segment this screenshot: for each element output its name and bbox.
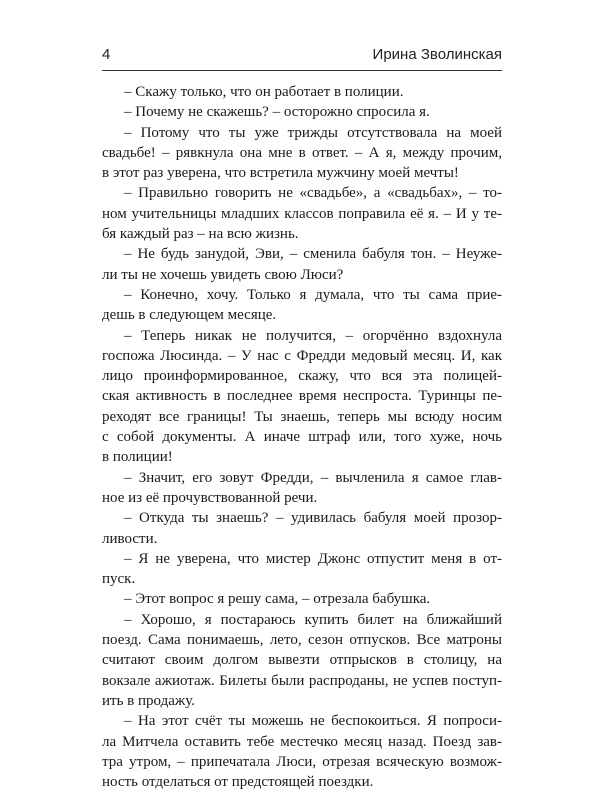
text-line: поезд. Сама понимаешь, лето, сезон отпусков. Все матроны: [102, 632, 502, 649]
text-line: лицо проинформированное, скажу, что вся эта полицей-: [102, 368, 502, 385]
text-line: – Правильно говорить не «свадьбе», а «свадьбах», – то-: [124, 185, 502, 202]
text-line: – Конечно, хочу. Только я думала, что ты сама прие-: [124, 286, 502, 303]
text-line: ить в продажу.: [102, 692, 196, 709]
text-line: – Откуда ты знаешь? – удивилась бабуля моей прозор-: [124, 510, 502, 527]
text-line: бя каждый раз – на всю жизнь.: [102, 226, 299, 243]
text-line: в полиции!: [102, 449, 173, 466]
text-line: дешь в следующем месяце.: [102, 307, 277, 324]
text-line: ла Митчела оставить тебе местечко месяц назад. Поезд зав-: [102, 733, 502, 750]
text-line: ное из её прочувствованной речи.: [102, 489, 318, 506]
text-line: ность отделаться от предстоящей поездки.: [102, 774, 374, 791]
text-line: – На этот счёт ты можешь не беспокоиться. Я попроси-: [124, 713, 502, 730]
text-line: – Скажу только, что он работает в полиции.: [124, 84, 404, 100]
text-line: ли ты не хочешь увидеть свою Люси?: [102, 266, 344, 283]
text-line: – Хорошо, я постараюсь купить билет на ближайший: [124, 611, 502, 628]
text-line: – Я не уверена, что мистер Джонс отпустит меня в от-: [124, 550, 502, 567]
text-line: ская активность в последнее время неспроста. Туринцы пе-: [102, 388, 502, 405]
text-line: с собой документы. А иначе штраф или, того хуже, ночь: [102, 429, 502, 446]
text-line: ном учительницы младших классов поправила её я. – И у те-: [102, 205, 502, 222]
text-line: – Этот вопрос я решу сама, – отрезала бабушка.: [124, 591, 431, 608]
text-line: пуск.: [102, 571, 136, 588]
text-line: – Потому что ты уже трижды отсутствовала на моей: [124, 124, 502, 141]
text-line: в этот раз уверена, что встретила мужчину моей мечты!: [102, 165, 459, 182]
text-line: вокзале ажиотаж. Билеты были распроданы, не успев поступ-: [102, 672, 502, 689]
text-line: – Не будь занудой, Эви, – сменила бабуля тон. – Неуже-: [124, 246, 502, 263]
body-text: [102, 82, 502, 792]
running-title-author: Ирина Зволинская: [372, 46, 502, 63]
text-line: считают своим долгом вывезти отпрысков в столицу, на: [102, 652, 502, 669]
header-divider: [102, 70, 502, 71]
text-line: тра утром, – припечатала Люси, отрезая всяческую возмож-: [102, 753, 502, 770]
text-line: – Теперь никак не получится, – огорчённо вздохнула: [124, 327, 502, 344]
text-line: госпожа Люсинда. – У нас с Фредди медовый месяц. И, как: [102, 347, 502, 364]
page-number: 4: [102, 46, 111, 63]
text-line: ливости.: [102, 530, 158, 547]
running-header: [102, 44, 502, 68]
text-line: – Почему не скажешь? – осторожно спросила я.: [124, 104, 430, 121]
text-line: реходят все границы! Ты знаешь, теперь мы всюду носим: [102, 408, 502, 425]
text-line: свадьбе! – рявкнула она мне в ответ. – А я, между прочим,: [102, 144, 502, 161]
text-line: – Значит, его зовут Фредди, – вычленила я самое глав-: [124, 469, 502, 486]
